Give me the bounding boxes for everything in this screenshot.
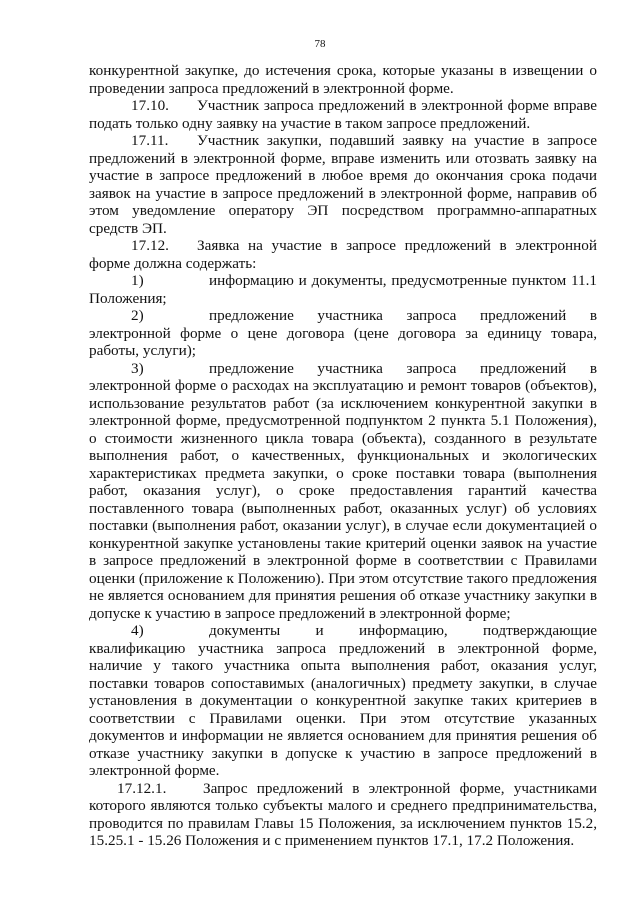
- paragraph-number: 17.12.1.: [117, 779, 167, 797]
- paragraph-17-10: [89, 97, 597, 132]
- paragraph-text: Заявка на участие в запросе предложений в электронной форме должна содержать:: [89, 237, 597, 272]
- list-item-number: 4): [131, 622, 144, 639]
- paragraph-17-12: [89, 237, 597, 272]
- page-number: 78: [314, 38, 326, 50]
- list-item-text: документы и информацию, подтверждающие квалификацию участника запроса предложений в электронной форме, наличие у такого участника опыта выполнения работ, оказания услуг, поставки товаров сопоставимых (аналогичных) предмету закупки, в случае установления в документации о конкурентной закупке таких критериев в соответствии с Правилами оценки. При этом отсутствие указанных документов и информации не является основанием для принятия решения об отказе участнику закупки в допуске к участию в запросе предложений в электронной форме.: [89, 622, 597, 779]
- list-item-4: [89, 622, 597, 780]
- paragraph-number: 17.10.: [131, 97, 169, 114]
- list-item-number: 1): [131, 272, 144, 289]
- list-item-text: предложение участника запроса предложений в электронной форме о расходах на эксплуатацию и ремонт товаров (объектов), использование результатов работ (за исключением конкурентной закупки в электронной форме, предусмотренной подпунктом 2 пункта 5.1 Положения), о стоимости жизненного цикла товара (объекта), созданного в результате выполнения работ, о качественных, функциональных и экологических характеристиках предмета закупки, о сроке поставки товара (выполнения работ, оказания услуг), о сроке предоставления гарантий качества поставленного товара (выполненных работ, оказанных услуг) об условиях поставки (выполнения работ, оказании услуг), в случае если документацией о конкурентной закупке установлены такие критерий оценки заявок на участие в запросе предложений в электронной форме в соответствии с Правилами оценки (приложение к Положению). При этом отсутствие такого предложения не является основанием для принятия решения об отказе участнику закупки в допуске к участию в запросе предложений в электронной форме;: [89, 359, 597, 622]
- paragraph-continuation: [89, 62, 597, 97]
- list-item-text: предложение участника запроса предложений в электронной форме о цене договора (цене договора за единицу товара, работы, услуги);: [89, 307, 597, 359]
- list-item-2: [89, 307, 597, 360]
- paragraph-text: Участник запроса предложений в электронной форме вправе подать только одну заявку на участие в таком запросе предложений.: [89, 97, 597, 132]
- paragraph-text: Запрос предложений в электронной форме, участниками которого являются только субъекты малого и среднего предпринимательства, проводится по правилам Главы 15 Положения, за исключением пунктов 15.2, 15.25.1 - 15.26 Положения и с применением пунктов 17.1, 17.2 Положения.: [89, 779, 597, 849]
- paragraph-number: 17.12.: [131, 237, 169, 254]
- paragraph-text: конкурентной закупке, до истечения срока, которые указаны в извещении о проведении запроса предложений в электронной форме.: [89, 62, 597, 97]
- list-item-text: информацию и документы, предусмотренные пунктом 11.1 Положения;: [89, 272, 597, 307]
- list-item-1: [89, 272, 597, 307]
- list-item-number: 2): [131, 307, 144, 324]
- list-item-3: [89, 360, 597, 623]
- list-item-number: 3): [131, 359, 144, 377]
- paragraph-17-11: [89, 132, 597, 237]
- paragraph-17-12-1: [89, 780, 597, 850]
- document-body: [89, 62, 597, 850]
- paragraph-text: Участник закупки, подавший заявку на участие в запросе предложений в электронной форме, вправе изменить или отозвать заявку на участие в запросе предложений в любое время до окончания срока подачи заявок на участие в запросе предложений в электронной форме, направив об этом уведомление оператору ЭП посредством программно-аппаратных средств ЭП.: [89, 132, 597, 237]
- paragraph-number: 17.11.: [131, 132, 169, 149]
